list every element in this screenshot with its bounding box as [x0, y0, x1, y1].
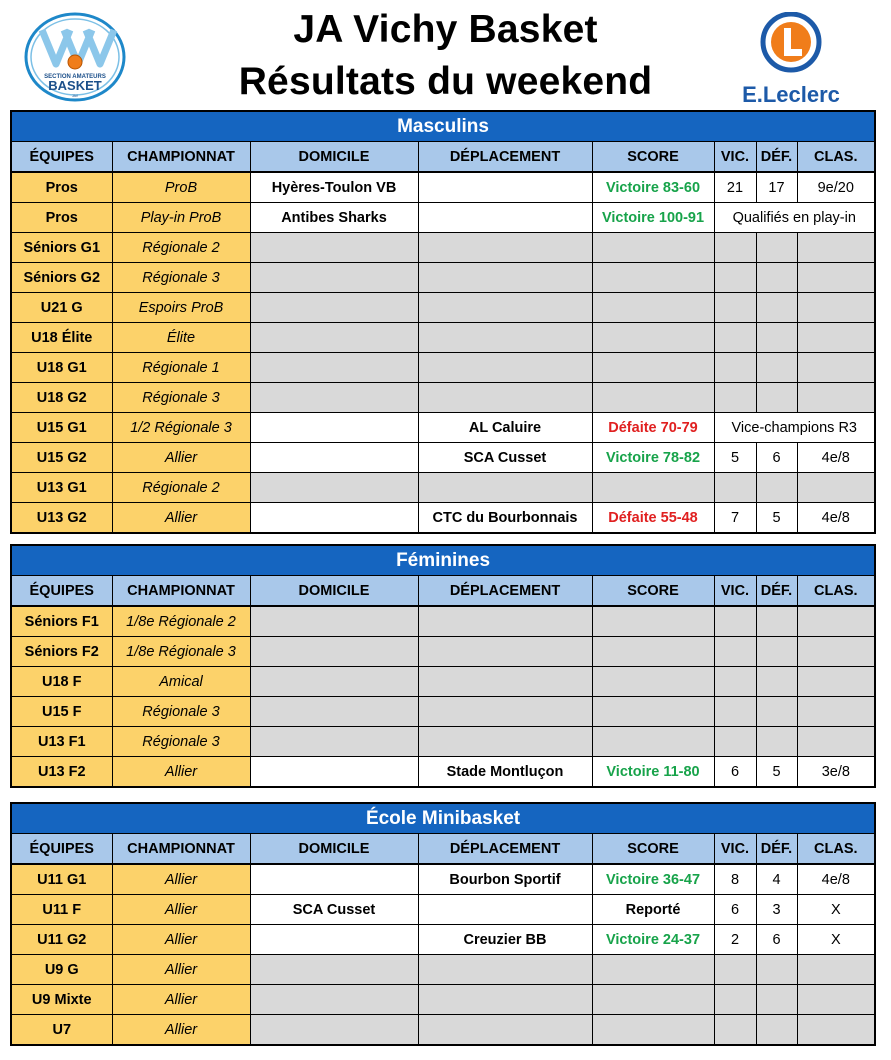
score-cell: Défaite 55-48: [592, 503, 714, 534]
team-cell: Séniors G2: [11, 263, 112, 293]
table-row: [11, 443, 875, 473]
team-cell: U15 F: [11, 697, 112, 727]
home-cell: [250, 667, 418, 697]
logo-smalltext: JAV: [71, 94, 79, 98]
section-band: [11, 111, 875, 142]
losses-cell: [756, 293, 797, 323]
team-cell: U13 F2: [11, 757, 112, 788]
home-cell: [250, 413, 418, 443]
away-cell: [418, 353, 592, 383]
away-cell: [418, 667, 592, 697]
ranking-cell: [797, 473, 875, 503]
column-header-teams: ÉQUIPES: [11, 576, 112, 607]
score-cell: [592, 383, 714, 413]
page-title: JA Vichy Basket: [293, 8, 598, 51]
wins-cell: 6: [714, 757, 756, 788]
table-row: [11, 293, 875, 323]
section-title: École Minibasket: [11, 803, 875, 834]
away-cell: [418, 263, 592, 293]
ranking-cell: [797, 263, 875, 293]
column-header-away: DÉPLACEMENT: [418, 576, 592, 607]
team-cell: U18 G1: [11, 353, 112, 383]
away-cell: [418, 895, 592, 925]
championship-cell: Allier: [112, 503, 250, 534]
team-cell: U11 F: [11, 895, 112, 925]
table-row: [11, 864, 875, 895]
losses-cell: 17: [756, 172, 797, 203]
column-header-losses: DÉF.: [756, 576, 797, 607]
score-cell: Victoire 11-80: [592, 757, 714, 788]
championship-cell: 1/2 Régionale 3: [112, 413, 250, 443]
ranking-cell: [797, 985, 875, 1015]
wins-cell: [714, 323, 756, 353]
ranking-cell: 9e/20: [797, 172, 875, 203]
column-header-row: [11, 142, 875, 173]
column-header-score: SCORE: [592, 834, 714, 865]
losses-cell: 6: [756, 443, 797, 473]
section-title: Féminines: [11, 545, 875, 576]
wins-cell: 8: [714, 864, 756, 895]
away-cell: [418, 473, 592, 503]
table-row: [11, 925, 875, 955]
ranking-cell: [797, 606, 875, 637]
column-header-home: DOMICILE: [250, 834, 418, 865]
home-cell: [250, 697, 418, 727]
wins-cell: [714, 473, 756, 503]
ranking-cell: 4e/8: [797, 864, 875, 895]
championship-cell: Régionale 1: [112, 353, 250, 383]
logo-subtext: SECTION AMATEURS: [44, 74, 106, 80]
score-cell: [592, 353, 714, 383]
ranking-cell: [797, 955, 875, 985]
away-cell: [418, 727, 592, 757]
away-cell: [418, 323, 592, 353]
home-cell: [250, 293, 418, 323]
column-header-home: DOMICILE: [250, 142, 418, 173]
losses-cell: [756, 727, 797, 757]
column-header-score: SCORE: [592, 576, 714, 607]
score-cell: Victoire 24-37: [592, 925, 714, 955]
column-header-championship: CHAMPIONNAT: [112, 576, 250, 607]
home-cell: [250, 323, 418, 353]
away-cell: SCA Cusset: [418, 443, 592, 473]
championship-cell: Régionale 2: [112, 233, 250, 263]
away-cell: [418, 1015, 592, 1046]
score-cell: Défaite 70-79: [592, 413, 714, 443]
wins-cell: [714, 727, 756, 757]
team-cell: U18 F: [11, 667, 112, 697]
team-cell: U7: [11, 1015, 112, 1046]
column-header-wins: VIC.: [714, 576, 756, 607]
table-row: [11, 955, 875, 985]
away-cell: [418, 697, 592, 727]
losses-cell: 5: [756, 503, 797, 534]
away-cell: [418, 383, 592, 413]
team-cell: U11 G2: [11, 925, 112, 955]
home-cell: [250, 473, 418, 503]
ranking-cell: [797, 323, 875, 353]
away-cell: Bourbon Sportif: [418, 864, 592, 895]
wins-cell: [714, 233, 756, 263]
note-cell: Vice-champions R3: [714, 413, 875, 443]
team-cell: U11 G1: [11, 864, 112, 895]
losses-cell: [756, 473, 797, 503]
page-subtitle: Résultats du weekend: [238, 60, 653, 103]
home-cell: [250, 503, 418, 534]
wins-cell: [714, 606, 756, 637]
championship-cell: Allier: [112, 925, 250, 955]
wins-cell: [714, 985, 756, 1015]
score-cell: Victoire 36-47: [592, 864, 714, 895]
table-row: [11, 637, 875, 667]
team-cell: U9 G: [11, 955, 112, 985]
home-cell: [250, 353, 418, 383]
ranking-cell: [797, 697, 875, 727]
team-cell: U13 F1: [11, 727, 112, 757]
wins-cell: 6: [714, 895, 756, 925]
table-row: [11, 727, 875, 757]
losses-cell: 5: [756, 757, 797, 788]
home-cell: [250, 727, 418, 757]
table-row: [11, 203, 875, 233]
championship-cell: Allier: [112, 443, 250, 473]
team-cell: Pros: [11, 172, 112, 203]
score-cell: Victoire 78-82: [592, 443, 714, 473]
score-cell: [592, 697, 714, 727]
away-cell: Creuzier BB: [418, 925, 592, 955]
losses-cell: [756, 263, 797, 293]
away-cell: [418, 203, 592, 233]
championship-cell: Allier: [112, 985, 250, 1015]
column-header-championship: CHAMPIONNAT: [112, 834, 250, 865]
column-header-teams: ÉQUIPES: [11, 834, 112, 865]
table-row: [11, 503, 875, 534]
score-cell: [592, 955, 714, 985]
ranking-cell: [797, 293, 875, 323]
leclerc-text: E.Leclerc: [742, 82, 840, 106]
home-cell: [250, 955, 418, 985]
losses-cell: [756, 606, 797, 637]
home-cell: [250, 383, 418, 413]
losses-cell: [756, 323, 797, 353]
away-cell: Stade Montluçon: [418, 757, 592, 788]
team-cell: U18 G2: [11, 383, 112, 413]
table-row: [11, 606, 875, 637]
away-cell: [418, 172, 592, 203]
column-header-home: DOMICILE: [250, 576, 418, 607]
home-cell: Hyères-Toulon VB: [250, 172, 418, 203]
team-cell: U15 G2: [11, 443, 112, 473]
wins-cell: 7: [714, 503, 756, 534]
table-row: [11, 895, 875, 925]
away-cell: [418, 606, 592, 637]
losses-cell: [756, 667, 797, 697]
masculins-table: [10, 110, 876, 534]
section-band: [11, 545, 875, 576]
championship-cell: Allier: [112, 1015, 250, 1046]
score-cell: [592, 1015, 714, 1046]
score-cell: Victoire 100-91: [592, 203, 714, 233]
championship-cell: Allier: [112, 895, 250, 925]
wins-cell: [714, 667, 756, 697]
home-cell: [250, 757, 418, 788]
away-cell: [418, 637, 592, 667]
home-cell: [250, 637, 418, 667]
score-cell: [592, 637, 714, 667]
championship-cell: Espoirs ProB: [112, 293, 250, 323]
ranking-cell: [797, 233, 875, 263]
losses-cell: [756, 1015, 797, 1046]
losses-cell: [756, 985, 797, 1015]
score-cell: [592, 323, 714, 353]
team-cell: Séniors F1: [11, 606, 112, 637]
column-header-score: SCORE: [592, 142, 714, 173]
score-cell: [592, 293, 714, 323]
score-cell: Victoire 83-60: [592, 172, 714, 203]
home-cell: [250, 925, 418, 955]
championship-cell: 1/8e Régionale 2: [112, 606, 250, 637]
losses-cell: [756, 955, 797, 985]
ranking-cell: [797, 383, 875, 413]
team-cell: Séniors G1: [11, 233, 112, 263]
score-cell: [592, 606, 714, 637]
column-header-away: DÉPLACEMENT: [418, 834, 592, 865]
column-header-losses: DÉF.: [756, 142, 797, 173]
ranking-cell: X: [797, 895, 875, 925]
losses-cell: 4: [756, 864, 797, 895]
table-row: [11, 757, 875, 788]
ecole-minibasket-table: [10, 802, 876, 1046]
wins-cell: [714, 1015, 756, 1046]
score-cell: [592, 727, 714, 757]
ranking-cell: [797, 637, 875, 667]
away-cell: [418, 985, 592, 1015]
wins-cell: [714, 637, 756, 667]
ranking-cell: X: [797, 925, 875, 955]
table-row: [11, 233, 875, 263]
column-header-ranking: CLAS.: [797, 142, 875, 173]
championship-cell: 1/8e Régionale 3: [112, 637, 250, 667]
championship-cell: Régionale 2: [112, 473, 250, 503]
wins-cell: 5: [714, 443, 756, 473]
column-header-ranking: CLAS.: [797, 834, 875, 865]
away-cell: [418, 293, 592, 323]
wins-cell: 2: [714, 925, 756, 955]
table-row: [11, 697, 875, 727]
table-row: [11, 1015, 875, 1046]
column-header-wins: VIC.: [714, 142, 756, 173]
table-row: [11, 413, 875, 443]
losses-cell: [756, 697, 797, 727]
home-cell: [250, 864, 418, 895]
losses-cell: [756, 637, 797, 667]
ranking-cell: 3e/8: [797, 757, 875, 788]
championship-cell: Amical: [112, 667, 250, 697]
column-header-losses: DÉF.: [756, 834, 797, 865]
home-cell: [250, 233, 418, 263]
championship-cell: Régionale 3: [112, 263, 250, 293]
championship-cell: Allier: [112, 864, 250, 895]
home-cell: [250, 985, 418, 1015]
wins-cell: [714, 263, 756, 293]
losses-cell: [756, 233, 797, 263]
column-header-wins: VIC.: [714, 834, 756, 865]
score-cell: Reporté: [592, 895, 714, 925]
wins-cell: [714, 955, 756, 985]
score-cell: [592, 667, 714, 697]
losses-cell: [756, 353, 797, 383]
table-row: [11, 667, 875, 697]
table-row: [11, 323, 875, 353]
score-cell: [592, 233, 714, 263]
column-header-championship: CHAMPIONNAT: [112, 142, 250, 173]
ranking-cell: [797, 727, 875, 757]
table-row: [11, 985, 875, 1015]
e-leclerc-logo-icon: [728, 12, 854, 106]
losses-cell: 3: [756, 895, 797, 925]
home-cell: [250, 443, 418, 473]
column-header-row: [11, 576, 875, 607]
wins-cell: [714, 293, 756, 323]
losses-cell: [756, 383, 797, 413]
away-cell: CTC du Bourbonnais: [418, 503, 592, 534]
home-cell: Antibes Sharks: [250, 203, 418, 233]
championship-cell: Allier: [112, 955, 250, 985]
team-cell: U13 G1: [11, 473, 112, 503]
table-row: [11, 353, 875, 383]
championship-cell: Allier: [112, 757, 250, 788]
table-row: [11, 172, 875, 203]
ranking-cell: [797, 1015, 875, 1046]
column-header-ranking: CLAS.: [797, 576, 875, 607]
note-cell: Qualifiés en play-in: [714, 203, 875, 233]
team-cell: U18 Élite: [11, 323, 112, 353]
wins-cell: [714, 353, 756, 383]
wins-cell: [714, 697, 756, 727]
column-header-teams: ÉQUIPES: [11, 142, 112, 173]
home-cell: [250, 263, 418, 293]
championship-cell: ProB: [112, 172, 250, 203]
ranking-cell: [797, 667, 875, 697]
table-row: [11, 263, 875, 293]
ranking-cell: [797, 353, 875, 383]
ranking-cell: 4e/8: [797, 443, 875, 473]
score-cell: [592, 263, 714, 293]
home-cell: [250, 606, 418, 637]
team-cell: U21 G: [11, 293, 112, 323]
score-cell: [592, 985, 714, 1015]
wins-cell: [714, 383, 756, 413]
section-title: Masculins: [11, 111, 875, 142]
team-cell: U15 G1: [11, 413, 112, 443]
team-cell: U13 G2: [11, 503, 112, 534]
home-cell: SCA Cusset: [250, 895, 418, 925]
home-cell: [250, 1015, 418, 1046]
championship-cell: Régionale 3: [112, 383, 250, 413]
team-cell: U9 Mixte: [11, 985, 112, 1015]
championship-cell: Élite: [112, 323, 250, 353]
feminines-table: [10, 544, 876, 788]
away-cell: [418, 955, 592, 985]
team-cell: Séniors F2: [11, 637, 112, 667]
losses-cell: 6: [756, 925, 797, 955]
logo-maintext: BASKET: [48, 78, 102, 93]
championship-cell: Play-in ProB: [112, 203, 250, 233]
table-row: [11, 473, 875, 503]
score-cell: [592, 473, 714, 503]
championship-cell: Régionale 3: [112, 727, 250, 757]
page-header: [0, 0, 891, 110]
column-header-away: DÉPLACEMENT: [418, 142, 592, 173]
away-cell: [418, 233, 592, 263]
section-band: [11, 803, 875, 834]
column-header-row: [11, 834, 875, 865]
team-cell: Pros: [11, 203, 112, 233]
wins-cell: 21: [714, 172, 756, 203]
ranking-cell: 4e/8: [797, 503, 875, 534]
away-cell: AL Caluire: [418, 413, 592, 443]
table-row: [11, 383, 875, 413]
championship-cell: Régionale 3: [112, 697, 250, 727]
